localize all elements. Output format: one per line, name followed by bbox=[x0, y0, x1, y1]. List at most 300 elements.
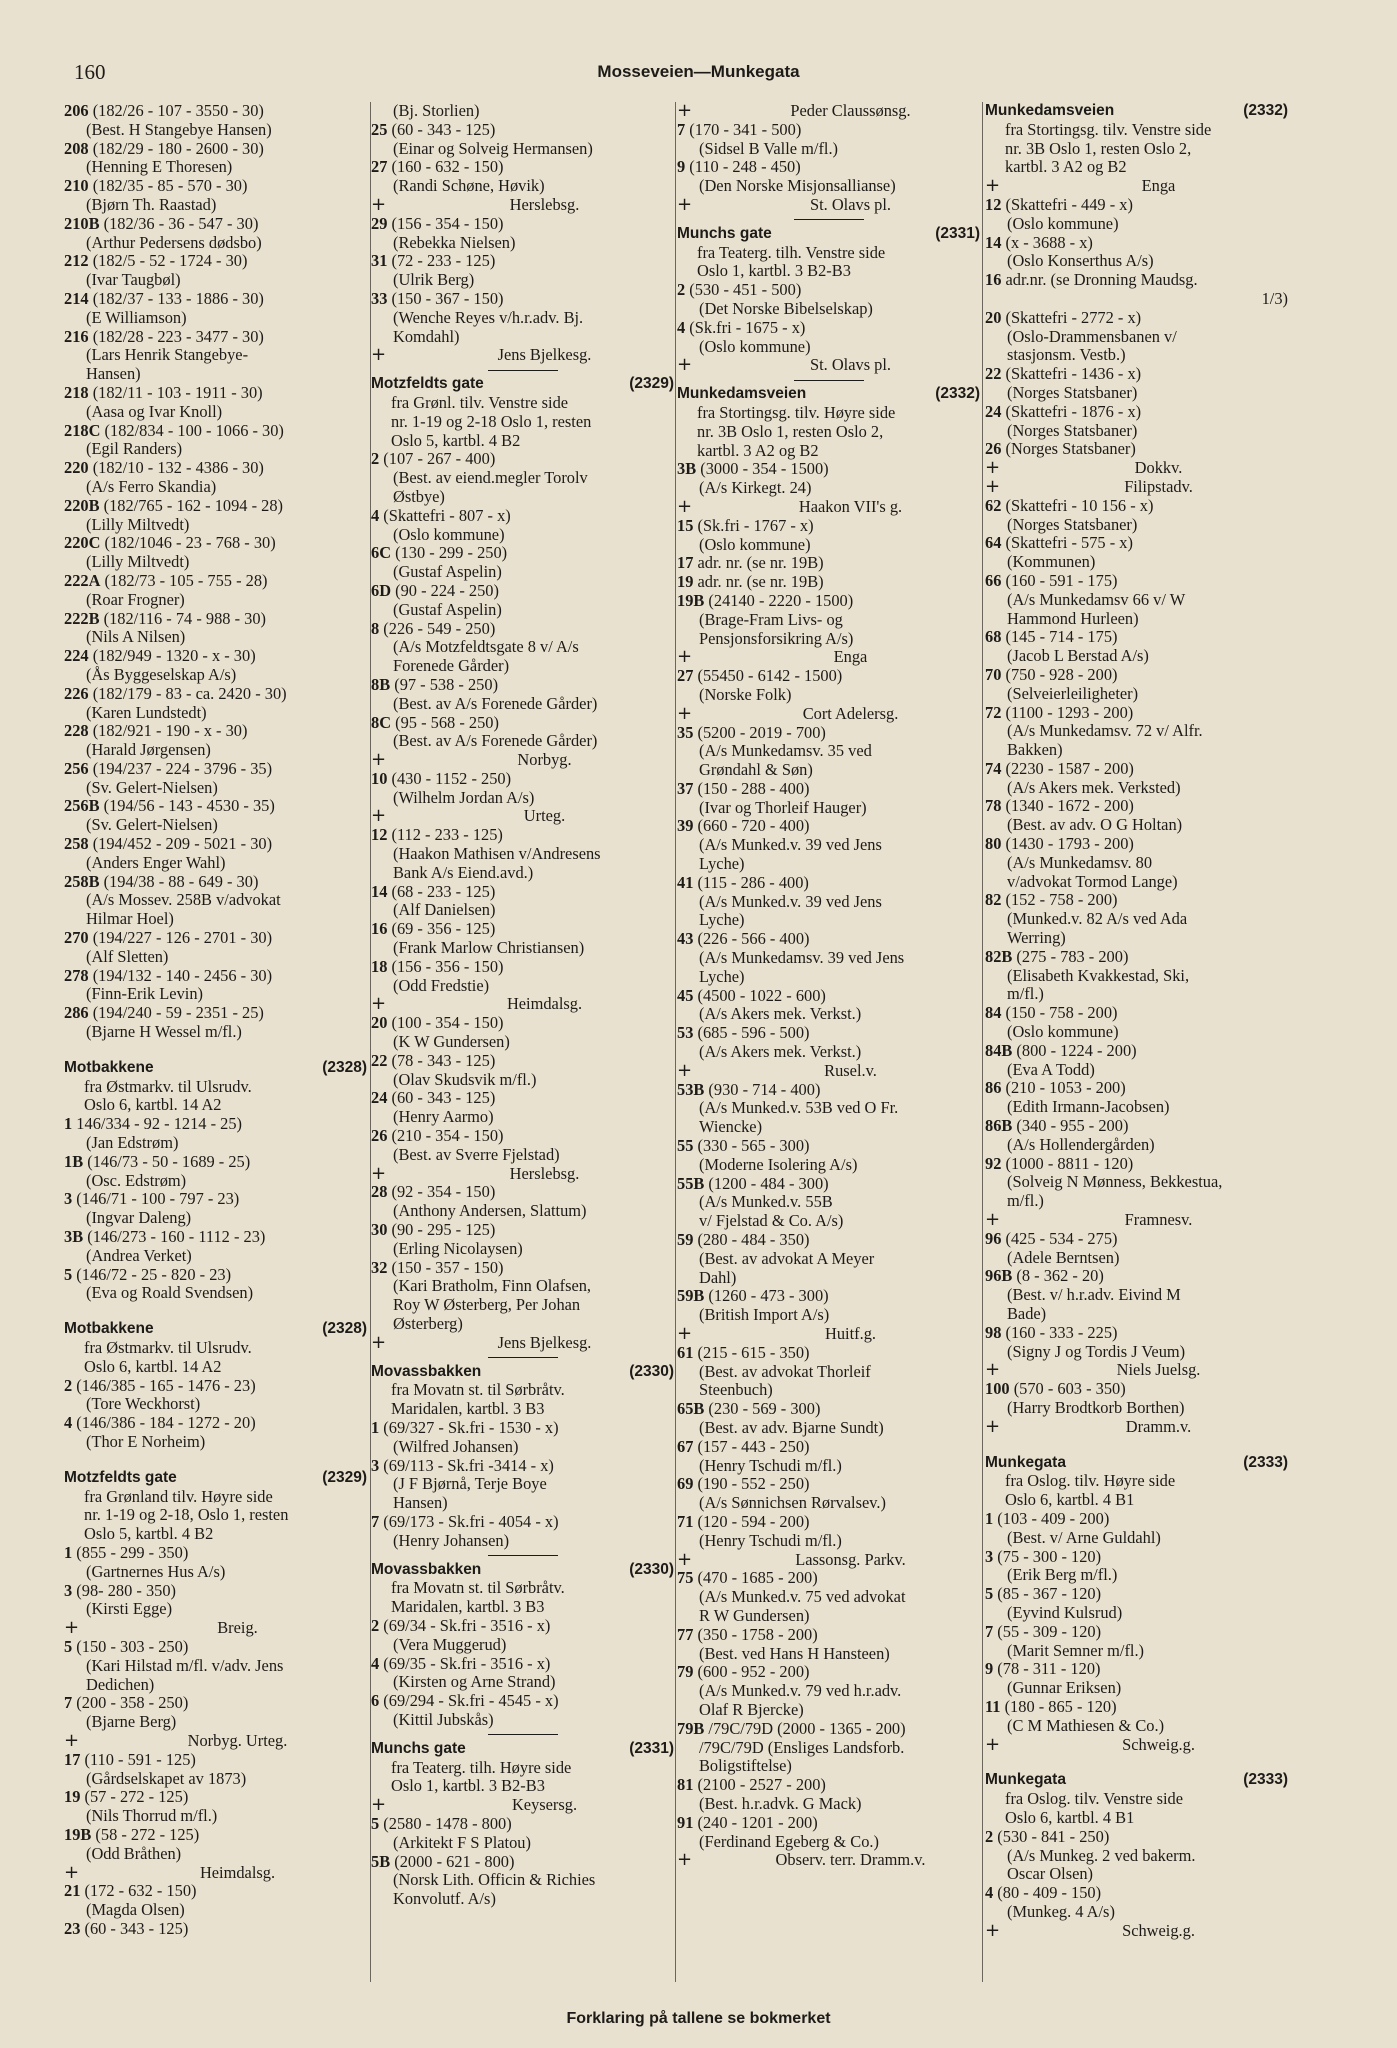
address-entry bbox=[371, 450, 674, 469]
house-number: 64 bbox=[985, 534, 1002, 553]
entry-values: (Skattefri - 575 - x) bbox=[1001, 534, 1133, 553]
cross-street-name: Lassonsg. Parkv. bbox=[795, 1550, 906, 1569]
entry-values: (280 - 484 - 350) bbox=[693, 1231, 810, 1250]
house-number: 270 bbox=[64, 929, 89, 948]
address-entry bbox=[371, 883, 674, 902]
owner-line: (Eyvind Kulsrud) bbox=[1007, 1603, 1123, 1622]
address-entry bbox=[677, 1024, 980, 1043]
owner-line: (Oslo kommune) bbox=[699, 535, 811, 554]
entry-values: (1340 - 1672 - 200) bbox=[1001, 797, 1134, 816]
house-number: 17 bbox=[677, 554, 694, 573]
house-number: 222B bbox=[64, 609, 100, 628]
house-number: 206 bbox=[64, 102, 89, 120]
owner-line: (Best. av advokat A Meyer bbox=[699, 1249, 875, 1268]
owner-line: Bank A/s Eiend.avd.) bbox=[393, 863, 534, 882]
owner-line: Forenede Gårder) bbox=[393, 657, 510, 676]
cross-street bbox=[985, 177, 1288, 196]
house-number: 81 bbox=[677, 1776, 694, 1795]
entry-values: (69/173 - Sk.fri - 4054 - x) bbox=[379, 1512, 559, 1531]
house-number: 43 bbox=[677, 930, 694, 949]
address-entry bbox=[64, 722, 367, 741]
cross-street bbox=[371, 1165, 674, 1184]
house-number: 1B bbox=[64, 1152, 84, 1171]
owner-line: (Oslo kommune) bbox=[1007, 214, 1119, 233]
owner-line: Roy W Østerberg, Per Johan bbox=[393, 1296, 581, 1315]
entry-values: (330 - 565 - 300) bbox=[693, 1137, 810, 1156]
owner-line: (Olav Skudsvik m/fl.) bbox=[393, 1070, 537, 1089]
address-entry bbox=[677, 1720, 980, 1739]
street-name: Munchs gate bbox=[371, 1739, 466, 1757]
house-number: 8 bbox=[371, 619, 380, 638]
address-entry bbox=[677, 1287, 980, 1306]
address-entry bbox=[64, 797, 367, 816]
house-number: 5B bbox=[371, 1852, 391, 1871]
entry-values: (146/273 - 160 - 1112 - 23) bbox=[83, 1228, 266, 1247]
entry-values: (150 - 357 - 150) bbox=[387, 1258, 504, 1277]
owner-line: (Best. av adv. O G Holtan) bbox=[1007, 816, 1183, 835]
street-description: Oslo 1, kartbl. 3 B2-B3 bbox=[697, 262, 851, 281]
address-entry bbox=[677, 1475, 980, 1494]
address-entry bbox=[985, 704, 1288, 723]
entry-values: adr. nr. (se nr. 19B) bbox=[693, 554, 824, 573]
cross-street-name: Dramm.v. bbox=[1125, 1417, 1192, 1436]
address-entry bbox=[677, 667, 980, 686]
entry-values: (430 - 1152 - 250) bbox=[387, 769, 512, 788]
house-number: 18 bbox=[371, 957, 388, 976]
owner-line: (Lars Henrik Stangebye- bbox=[86, 346, 249, 365]
house-number: 53B bbox=[677, 1080, 705, 1099]
owner-line: v/ Fjelstad & Co. A/s) bbox=[699, 1212, 844, 1231]
house-number: 32 bbox=[371, 1258, 388, 1277]
house-number: 256B bbox=[64, 797, 100, 816]
owner-line: (Lilly Miltvedt) bbox=[86, 515, 190, 534]
owner-line: (A/s Munked.v. 75 ved advokat bbox=[699, 1588, 906, 1607]
entry-values: (75 - 300 - 120) bbox=[993, 1547, 1102, 1566]
owner-line: Bade) bbox=[1007, 1305, 1047, 1323]
street-description: fra Oslog. tilv. Venstre side bbox=[1005, 1790, 1183, 1809]
cross-street-name: Schweig.g. bbox=[1122, 1735, 1195, 1754]
house-number: 6 bbox=[371, 1692, 380, 1711]
owner-line: (Oslo Konserthus A/s) bbox=[1007, 252, 1154, 271]
plus-icon: + bbox=[985, 477, 1001, 497]
address-entry bbox=[985, 891, 1288, 910]
house-number: 4 bbox=[64, 1414, 73, 1433]
house-number: 22 bbox=[985, 365, 1002, 384]
house-number: 224 bbox=[64, 647, 89, 666]
cross-street-name: Heimdalsg. bbox=[199, 1863, 276, 1882]
house-number: 19 bbox=[677, 573, 694, 592]
entry-values: (194/227 - 126 - 2701 - 30) bbox=[88, 929, 273, 948]
entry-values: (2000 - 621 - 800) bbox=[390, 1852, 515, 1871]
plus-icon: + bbox=[64, 1619, 80, 1638]
entry-values: (146/72 - 25 - 820 - 23) bbox=[72, 1265, 232, 1284]
owner-line: (Ås Byggeselskap A/s) bbox=[86, 665, 237, 684]
house-number: 86B bbox=[985, 1117, 1013, 1136]
street-description: fra Østmarkv. til Ulsrudv. bbox=[84, 1339, 252, 1357]
address-entry bbox=[985, 196, 1288, 215]
entry-values: (1200 - 484 - 300) bbox=[704, 1174, 829, 1193]
street-heading bbox=[64, 1469, 367, 1488]
house-number: 80 bbox=[985, 835, 1002, 854]
entry-values: (750 - 928 - 200) bbox=[1001, 665, 1118, 684]
owner-line: (Ingvar Daleng) bbox=[86, 1209, 192, 1228]
address-entry bbox=[64, 1228, 367, 1247]
owner-line: (Munked.v. 82 A/s ved Ada bbox=[1007, 910, 1188, 929]
entry-values: (Sk.fri - 1675 - x) bbox=[685, 318, 806, 337]
house-number: 66 bbox=[985, 571, 1002, 590]
address-entry bbox=[677, 930, 980, 949]
house-number: 19 bbox=[64, 1788, 81, 1807]
house-number: 220C bbox=[64, 534, 101, 553]
owner-line: (Einar og Solveig Hermansen) bbox=[393, 139, 593, 158]
page-title: Mosseveien—Munkegata bbox=[597, 62, 800, 81]
owner-line: (Odd Fredstie) bbox=[393, 976, 490, 995]
cross-street-name: Urteg. bbox=[523, 807, 566, 826]
house-number: 98 bbox=[985, 1323, 1002, 1342]
street-heading bbox=[985, 1454, 1288, 1473]
address-entry bbox=[64, 140, 367, 159]
plus-icon: + bbox=[371, 195, 387, 215]
street-description: kartbl. 3 A2 og B2 bbox=[697, 441, 819, 460]
owner-line: (Nils Thorrud m/fl.) bbox=[86, 1807, 218, 1826]
owner-line: (Solveig N Mønness, Bekkestua, bbox=[1007, 1173, 1223, 1192]
page-number: 160 bbox=[74, 60, 106, 84]
owner-line: (Eva A Todd) bbox=[1007, 1060, 1095, 1079]
owner-line: (Arkitekt F S Platou) bbox=[393, 1833, 531, 1852]
entry-values: (5200 - 2019 - 700) bbox=[693, 723, 826, 742]
street-description: Oslo 5, kartbl. 4 B2 bbox=[84, 1525, 214, 1544]
address-entry bbox=[985, 1079, 1288, 1098]
owner-line: (Henning E Thoresen) bbox=[86, 158, 233, 177]
plus-icon: + bbox=[985, 1361, 1001, 1381]
entry-values: (146/385 - 165 - 1476 - 23) bbox=[72, 1376, 256, 1395]
street-description: Oslo 1, kartbl. 3 B2-B3 bbox=[391, 1777, 545, 1796]
entry-values: (182/36 - 36 - 547 - 30) bbox=[99, 214, 259, 233]
street-name: Munkedamsveien bbox=[677, 385, 807, 403]
owner-line: Lyche) bbox=[699, 967, 745, 986]
owner-line: (Sidsel B Valle m/fl.) bbox=[699, 139, 839, 158]
owner-line: (Haakon Mathisen v/Andresens bbox=[393, 845, 601, 864]
owner-line: (Best. v/ Arne Guldahl) bbox=[1007, 1528, 1161, 1547]
cross-street-name: St. Olavs pl. bbox=[809, 356, 892, 375]
house-number: 19B bbox=[677, 591, 705, 610]
house-number: 26 bbox=[985, 440, 1002, 459]
street-heading bbox=[985, 1771, 1288, 1790]
address-entry bbox=[371, 1815, 674, 1834]
street-name: Movassbakken bbox=[371, 1362, 482, 1380]
house-number: 16 bbox=[371, 920, 388, 939]
address-entry bbox=[985, 835, 1288, 854]
house-number: 41 bbox=[677, 873, 694, 892]
entry-values: (182/179 - 83 - ca. 2420 - 30) bbox=[88, 684, 287, 703]
entry-values: (69/34 - Sk.fri - 3516 - x) bbox=[379, 1616, 551, 1635]
entry-values: (Skattefri - 1876 - x) bbox=[1001, 402, 1142, 421]
cross-street bbox=[677, 498, 980, 517]
plus-icon: + bbox=[371, 1333, 387, 1353]
address-entry bbox=[371, 1259, 674, 1278]
entry-values: (182/834 - 100 - 1066 - 30) bbox=[100, 421, 284, 440]
cross-street-name: Jens Bjelkesg. bbox=[497, 346, 592, 365]
owner-line: (Bjørn Th. Raastad) bbox=[86, 195, 217, 214]
street-description: kartbl. 3 A2 og B2 bbox=[1005, 158, 1127, 177]
address-entry bbox=[985, 1117, 1288, 1136]
street-heading bbox=[371, 375, 674, 394]
street-code: (2332) bbox=[935, 385, 980, 403]
house-number: 1 bbox=[64, 1115, 73, 1134]
plus-icon: + bbox=[985, 1735, 1001, 1755]
entry-values: (150 - 288 - 400) bbox=[693, 779, 810, 798]
owner-line: Werring) bbox=[1007, 929, 1066, 948]
house-number: 9 bbox=[985, 1660, 994, 1679]
owner-line: (Kirsti Egge) bbox=[86, 1600, 173, 1619]
entry-values: (182/921 - 190 - x - 30) bbox=[88, 722, 248, 741]
house-number: 8C bbox=[371, 713, 392, 732]
entry-values: (275 - 783 - 200) bbox=[1012, 947, 1129, 966]
street-code: (2331) bbox=[935, 224, 980, 242]
house-number: 11 bbox=[985, 1697, 1001, 1716]
owner-line: (Alf Danielsen) bbox=[393, 901, 496, 920]
street-description: Oslo 6, kartbl. 14 A2 bbox=[84, 1096, 222, 1115]
entry-values: (182/765 - 162 - 1094 - 28) bbox=[99, 496, 283, 515]
cross-street bbox=[985, 1922, 1288, 1941]
street-heading bbox=[371, 1740, 674, 1759]
house-number: 59B bbox=[677, 1287, 705, 1306]
entry-values: (182/35 - 85 - 570 - 30) bbox=[88, 177, 248, 196]
cross-street bbox=[677, 1062, 980, 1081]
house-number: 5 bbox=[64, 1637, 73, 1656]
house-number: 62 bbox=[985, 496, 1002, 515]
street-name: Munchs gate bbox=[677, 224, 772, 242]
entry-values: (92 - 354 - 150) bbox=[387, 1183, 496, 1202]
plus-icon: + bbox=[371, 807, 387, 827]
owner-line: (Norges Statsbaner) bbox=[1007, 421, 1138, 440]
cross-street-name: Niels Juelsg. bbox=[1116, 1361, 1201, 1380]
entry-values: (160 - 591 - 175) bbox=[1001, 571, 1118, 590]
owner-line: (Kirsten og Arne Strand) bbox=[393, 1673, 556, 1692]
owner-line: (Gunnar Eriksen) bbox=[1007, 1679, 1122, 1698]
owner-line: (Randi Schøne, Høvik) bbox=[393, 177, 545, 196]
address-entry bbox=[985, 1660, 1288, 1679]
cross-street bbox=[677, 102, 980, 121]
house-number: 30 bbox=[371, 1221, 388, 1240]
entry-values: (Skattefri - 449 - x) bbox=[1001, 195, 1133, 214]
address-entry bbox=[371, 290, 674, 309]
owner-line: (Norske Folk) bbox=[699, 685, 792, 704]
owner-line: (Magda Olsen) bbox=[86, 1901, 185, 1920]
house-number: 10 bbox=[371, 769, 388, 788]
entry-values: adr. nr. (se nr. 19B) bbox=[693, 573, 824, 592]
owner-line: (Henry Tschudi m/fl.) bbox=[699, 1456, 842, 1475]
house-number: 1 bbox=[64, 1543, 73, 1562]
house-number: 3 bbox=[64, 1190, 73, 1209]
address-entry bbox=[371, 1419, 674, 1438]
house-number: 39 bbox=[677, 817, 694, 836]
owner-line: Boligstiftelse) bbox=[699, 1757, 792, 1776]
owner-line: (E Williamson) bbox=[86, 308, 187, 327]
entry-values: (1100 - 1293 - 200) bbox=[1001, 703, 1134, 722]
street-heading bbox=[985, 102, 1288, 121]
house-number: 37 bbox=[677, 779, 694, 798]
entry-values: (425 - 534 - 275) bbox=[1001, 1229, 1118, 1248]
street-code: (2328) bbox=[322, 1320, 367, 1338]
owner-line: Olaf R Bjercke) bbox=[699, 1700, 804, 1719]
address-entry bbox=[371, 158, 674, 177]
house-number: 14 bbox=[371, 882, 388, 901]
owner-line: (Eva og Roald Svendsen) bbox=[86, 1284, 254, 1303]
plus-icon: + bbox=[985, 459, 1001, 478]
street-code: (2331) bbox=[629, 1739, 674, 1757]
house-number: 31 bbox=[371, 252, 388, 271]
address-entry bbox=[64, 1788, 367, 1807]
owner-line: (Bj. Storlien) bbox=[393, 102, 480, 120]
house-number: 24 bbox=[371, 1089, 388, 1108]
house-number: 74 bbox=[985, 759, 1002, 778]
house-number: 27 bbox=[371, 158, 388, 177]
entry-values: (156 - 354 - 150) bbox=[387, 214, 504, 233]
house-number: 7 bbox=[371, 1512, 380, 1531]
owner-line: (Sv. Gelert-Nielsen) bbox=[86, 816, 218, 835]
entry-values: (930 - 714 - 400) bbox=[704, 1080, 821, 1099]
address-entry bbox=[985, 309, 1288, 328]
street-code: (2328) bbox=[322, 1058, 367, 1076]
cross-street bbox=[677, 1325, 980, 1344]
street-description: fra Teaterg. tilh. Høyre side bbox=[391, 1758, 572, 1777]
owner-line: Hammond Hurleen) bbox=[1007, 609, 1139, 628]
address-entry bbox=[64, 290, 367, 309]
address-entry bbox=[371, 1221, 674, 1240]
entry-values: (170 - 341 - 500) bbox=[685, 120, 802, 139]
house-number: 96B bbox=[985, 1267, 1013, 1286]
address-entry bbox=[985, 1324, 1288, 1343]
plus-icon: + bbox=[985, 1921, 1001, 1941]
entry-values: (570 - 603 - 350) bbox=[1009, 1380, 1126, 1399]
cross-street-name: Schweig.g. bbox=[1122, 1921, 1195, 1940]
address-entry bbox=[64, 1751, 367, 1770]
plus-icon: + bbox=[677, 1851, 693, 1871]
house-number: 82B bbox=[985, 947, 1013, 966]
street-description: nr. 1-19 og 2-18 Oslo 1, resten bbox=[391, 412, 592, 431]
section-separator bbox=[371, 1730, 674, 1740]
owner-line: (Best. av advokat Thorleif bbox=[699, 1362, 871, 1381]
address-entry bbox=[371, 215, 674, 234]
cross-street bbox=[371, 995, 674, 1014]
entry-values: (90 - 295 - 125) bbox=[387, 1221, 496, 1240]
house-number: 218C bbox=[64, 421, 101, 440]
address-entry bbox=[677, 1663, 980, 1682]
entry-values: (x - 3688 - x) bbox=[1001, 233, 1093, 252]
plus-icon: + bbox=[985, 1211, 1001, 1230]
owner-line: (A/s Munkedamsv. 72 v/ Alfr. bbox=[1007, 722, 1203, 741]
entry-values: (182/29 - 180 - 2600 - 30) bbox=[88, 139, 264, 158]
house-number: 35 bbox=[677, 723, 694, 742]
entry-values: (156 - 356 - 150) bbox=[387, 957, 504, 976]
address-entry bbox=[64, 1582, 367, 1601]
address-entry bbox=[371, 1513, 674, 1532]
address-entry bbox=[985, 1698, 1288, 1717]
address-entry bbox=[985, 948, 1288, 967]
owner-line: (A/s Munkeg. 2 ved bakerm. bbox=[1007, 1846, 1196, 1865]
house-number: 71 bbox=[677, 1512, 694, 1531]
entry-values: (172 - 632 - 150) bbox=[80, 1882, 197, 1901]
address-entry bbox=[64, 1377, 367, 1396]
cross-street-name: Filipstadv. bbox=[1124, 477, 1193, 496]
owner-line: (Rebekka Nielsen) bbox=[393, 233, 516, 252]
plus-icon: + bbox=[677, 102, 693, 121]
cross-street bbox=[677, 705, 980, 724]
cross-street-name: Haakon VII's g. bbox=[798, 497, 903, 516]
owner-line: (Best. av A/s Forenede Gårder) bbox=[393, 732, 598, 751]
house-number: 21 bbox=[64, 1882, 81, 1901]
owner-line: (Egil Randers) bbox=[86, 440, 183, 459]
cross-street-name: Heimdalsg. bbox=[506, 995, 583, 1014]
owner-line: (Anthony Andersen, Slattum) bbox=[393, 1202, 587, 1221]
plus-icon: + bbox=[371, 995, 387, 1015]
entry-values: (194/56 - 143 - 4530 - 35) bbox=[99, 797, 275, 816]
entry-values: (194/240 - 59 - 2351 - 25) bbox=[88, 1004, 264, 1023]
address-entry bbox=[985, 1548, 1288, 1567]
house-number: 220B bbox=[64, 496, 100, 515]
address-entry bbox=[677, 1231, 980, 1250]
owner-line: (A/s Munked.v. 39 ved Jens bbox=[699, 892, 882, 911]
entry-values: (69 - 356 - 125) bbox=[387, 920, 496, 939]
cross-street bbox=[64, 1864, 367, 1883]
entry-values: (Skattefri - 807 - x) bbox=[379, 506, 511, 525]
plus-icon: + bbox=[64, 1863, 80, 1883]
plus-icon: + bbox=[64, 1731, 80, 1751]
owner-line: (Roar Frogner) bbox=[86, 590, 185, 609]
entry-values: (98- 280 - 350) bbox=[72, 1581, 176, 1600]
owner-line: Hilmar Hoel) bbox=[86, 910, 174, 929]
address-entry bbox=[371, 252, 674, 271]
owner-line: (Best. ved Hans H Hansteen) bbox=[699, 1644, 890, 1663]
owner-line: (Erik Berg m/fl.) bbox=[1007, 1566, 1118, 1585]
street-description: Oslo 6, kartbl. 4 B1 bbox=[1005, 1491, 1135, 1510]
entry-values: (200 - 358 - 250) bbox=[72, 1694, 189, 1713]
address-entry bbox=[985, 271, 1288, 290]
owner-line: (A/s Kirkegt. 24) bbox=[699, 479, 812, 498]
house-number: 5 bbox=[371, 1814, 380, 1833]
entry-values: (110 - 591 - 125) bbox=[80, 1750, 196, 1769]
section-gap bbox=[985, 1437, 1288, 1454]
house-number: 208 bbox=[64, 139, 89, 158]
owner-line: Lyche) bbox=[699, 911, 745, 930]
house-number: 4 bbox=[985, 1884, 994, 1903]
owner-line: (Det Norske Bibelselskap) bbox=[699, 299, 873, 318]
owner-line: (Gårdselskapet av 1873) bbox=[86, 1769, 247, 1788]
owner-line: (A/s Munked.v. 79 ved h.r.adv. bbox=[699, 1682, 902, 1701]
entry-values: (190 - 552 - 250) bbox=[693, 1475, 810, 1494]
address-entry bbox=[677, 281, 980, 300]
entry-values: (68 - 233 - 125) bbox=[387, 882, 496, 901]
owner-line: (Jan Edstrøm) bbox=[86, 1134, 179, 1153]
address-entry bbox=[677, 460, 980, 479]
house-number: 27 bbox=[677, 667, 694, 686]
owner-line: (A/s Akers mek. Verksted) bbox=[1007, 778, 1181, 797]
address-entry bbox=[64, 572, 367, 591]
street-description: fra Stortingsg. tilv. Høyre side bbox=[697, 403, 896, 422]
house-number: 3 bbox=[985, 1547, 994, 1566]
house-number: 67 bbox=[677, 1437, 694, 1456]
owner-line: (Kittil Jubskås) bbox=[393, 1710, 494, 1729]
street-description: fra Oslog. tilv. Høyre side bbox=[1005, 1472, 1176, 1491]
address-entry bbox=[985, 403, 1288, 422]
owner-line: (Norsk Lith. Officin & Richies bbox=[393, 1871, 596, 1890]
owner-line: (Odd Bråthen) bbox=[86, 1844, 182, 1863]
owner-line: (Signy J og Tordis J Veum) bbox=[1007, 1342, 1186, 1361]
house-number: 218 bbox=[64, 383, 89, 402]
entry-values: (215 - 615 - 350) bbox=[693, 1343, 810, 1362]
street-description: Maridalen, kartbl. 3 B3 bbox=[391, 1598, 545, 1617]
